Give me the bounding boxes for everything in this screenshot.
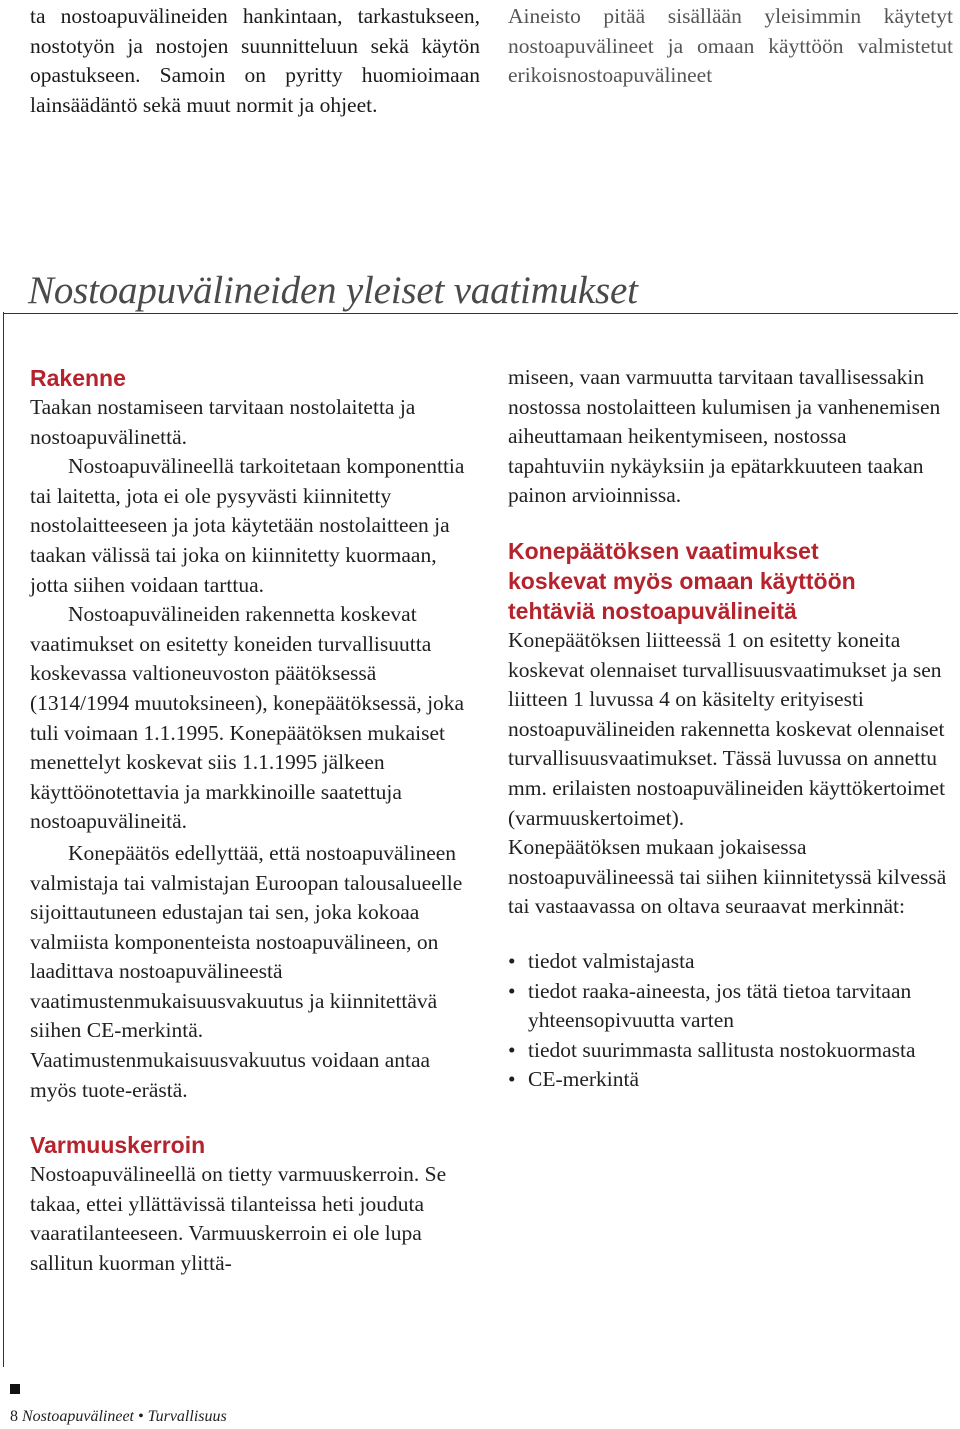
rakenne-heading: Rakenne [30,365,126,391]
list-item: • tiedot raaka-aineesta, jos tätä tietoa tarvitaan yhteensopivuutta varten [508,977,948,1036]
konepaatos-heading-line-3: tehtäviä nostoapuvälineitä [508,597,797,624]
varmuuskerroin-paragraph: Nostoapuvälineellä on tietty varmuuskerroin. Se takaa, ettei yllättävissä tilanteissa heti jouduta vaaratilanteeseen. Varmuuskerroin ei ole lupa sallitun kuorman ylittä- [30,1162,447,1276]
page-footer [10,1408,227,1426]
list-item: • tiedot valmistajasta [508,947,948,977]
continued-paragraph: miseen, vaan varmuutta tarvitaan tavallisessakin nostossa nostolaitteen kulumisen ja vanhenemisen aiheuttamaan heikentymiseen, nostossa tapahtuviin nykäyksiin ja epätarkkuuteen taakan painon arvioinnissa. [508,365,941,508]
konepaatos-paragraph-1: Konepäätöksen liitteessä 1 on esitetty koneita koskevat olennaiset turvallisuusvaatimukset ja sen liitteen 1 luvussa 4 on käsitelty erityisesti nostoapuvälineiden rakennetta koskevat olennaiset turvallisuusvaatimukset. Tässä luvussa on annettu mm. erilaisten nostoapuvälineiden käyttökertoimet (varmuuskertoimet). [508,627,946,830]
rakenne-paragraph-1: Taakan nostamiseen tarvitaan nostolaitetta ja nostoapuvälinettä. [30,395,416,449]
vertical-rule [3,312,4,1367]
page-number: 8 [10,1408,18,1425]
left-column [30,363,475,1279]
section-title: Nostoapuvälineiden yleiset vaatimukset [28,269,638,312]
varmuuskerroin-heading: Varmuuskerroin [30,1132,206,1159]
right-column [508,363,948,1095]
footer-square-icon [10,1384,20,1394]
footer-text: Nostoapuvälineet • Turvallisuus [22,1408,227,1425]
horizontal-rule [3,313,958,314]
rakenne-paragraph-4: Konepäätös edellyttää, että nostoapuvälineen valmistaja tai valmistajan Euroopan talousalueelle sijoittautuneen edustajan tai sen, joka kokoaa valmiista komponenteista nostoapuvälineen, on laadittava nostoapuvälineestä vaatimustenmukaisuusvakuutus ja kiinnitettävä siihen CE-merkintä. Vaatimustenmukaisuusvakuutus voidaan antaa myös tuote-erästä. [30,840,463,1102]
list-item: • tiedot suurimmasta sallitusta nostokuormasta [508,1036,948,1066]
rakenne-paragraph-2: Nostoapuvälineellä tarkoitetaan komponenttia tai laitetta, jota ei ole pysyvästi kiinnitetty nostolaitteeseen ja jota käytetään nostolaitteen ja taakan välissä tai joka on kiinnitetty kuormaan, jotta siihen voidaan tarttua. [30,454,465,597]
rakenne-paragraph-3: Nostoapuvälineiden rakennetta koskevat vaatimukset on esitetty koneiden turvallisuutta koskevassa valtioneuvoston päätöksessä (1314/1994 muutoksineen), konepäätöksessä, joka tuli voimaan 1.1.1995. Konepäätöksen mukaiset menettelyt koskevat siis 1.1.1995 jälkeen käyttöönotettavia ja markkinoille saatettuja nostoapuvälineitä. [30,602,465,834]
markings-list [508,947,948,1095]
konepaatos-paragraph-2: Konepäätöksen mukaan jokaisessa nostoapuvälineessä tai siihen kiinnitetyssä kilvessä tai vastaavassa on oltava seuraavat merkinnät: [508,835,947,919]
list-item: • CE-merkintä [508,1065,948,1095]
konepaatos-heading-line-2: koskevat myös omaan käyttöön [508,567,856,594]
intro-paragraph-left: ta nostoapuvälineiden hankintaan, tarkastukseen, nostotyön ja nostojen suunnitteluun sekä käytön opastukseen. Samoin on pyritty huomioimaan lainsäädäntö sekä muut normit ja ohjeet. [30,4,480,117]
intro-paragraph-right: Aineisto pitää sisällään yleisimmin käytetyt nostoapuvälineet ja omaan käyttöön valmistetut erikoisnostoapuvälineet [508,4,953,88]
konepaatos-heading-line-1: Konepäätöksen vaatimukset [508,537,819,564]
